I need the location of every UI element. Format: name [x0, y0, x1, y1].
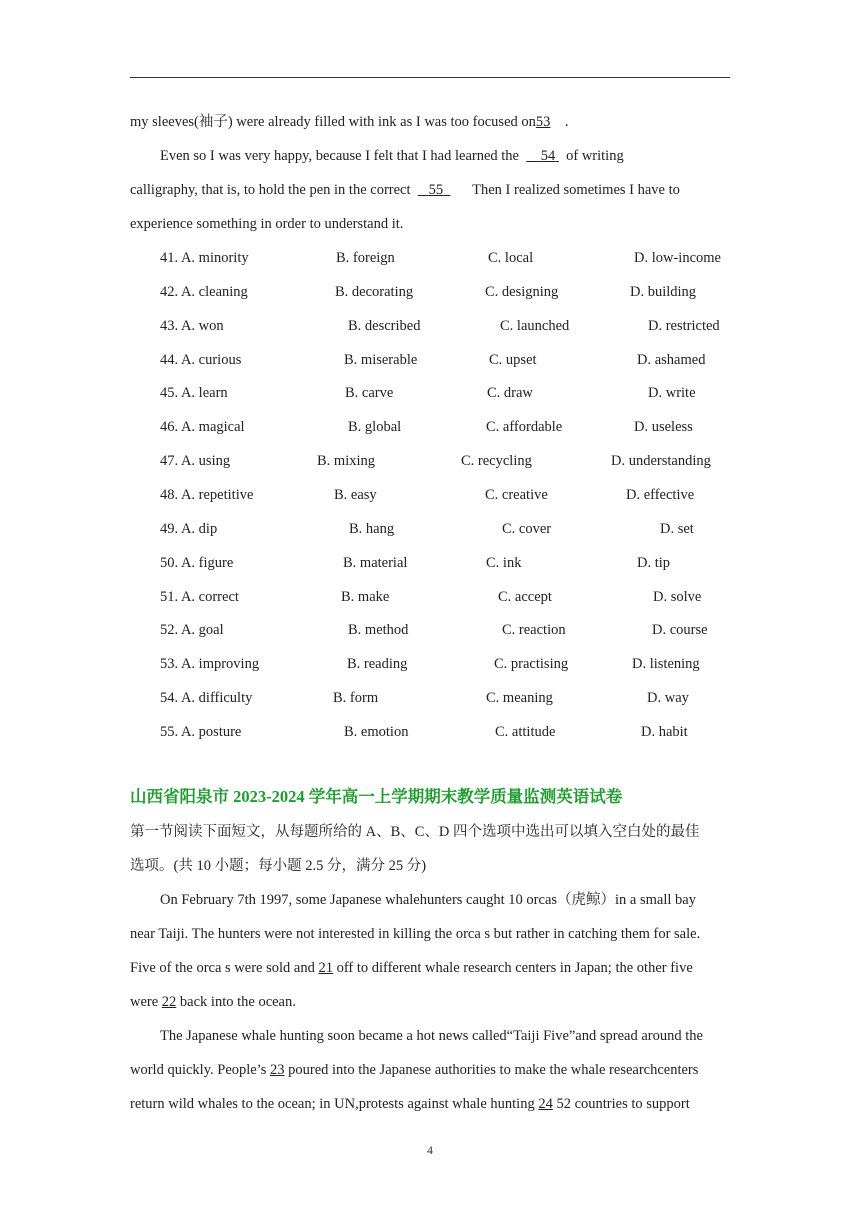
question-54-option-a: 54. A. difficulty [160, 690, 253, 707]
question-45-option-c: C. draw [487, 385, 533, 402]
blank-22: 22 [161, 994, 177, 1010]
page-number: 4 [427, 1143, 433, 1157]
question-49-option-b: B. hang [349, 520, 395, 537]
header-rule [130, 77, 730, 78]
question-46-option-b: B. global [348, 419, 402, 436]
question-52-option-c: C. reaction [502, 622, 566, 639]
question-51-option-c: C. accept [498, 588, 552, 605]
question-43-option-b: B. described [348, 317, 421, 334]
text-line: calligraphy, that is, to hold the pen in the correct 55 Then I realized sometimes I have to [130, 182, 680, 198]
question-47-option-b: B. mixing [317, 453, 376, 470]
blank-23: 23 [270, 1062, 285, 1078]
blank-53: 53 [535, 114, 551, 130]
question-53-option-d: D. listening [632, 656, 700, 673]
question-44-option-c: C. upset [489, 351, 537, 368]
question-46-option-a: 46. A. magical [160, 419, 245, 436]
text-line: Even so I was very happy, because I felt that I had learned the 54 of writing [160, 148, 624, 164]
question-44-option-a: 44. A. curious [160, 351, 242, 368]
question-42-option-a: 42. A. cleaning [160, 283, 248, 300]
question-52-option-b: B. method [348, 622, 409, 639]
question-50-option-b: B. material [343, 554, 408, 571]
question-48-option-b: B. easy [334, 486, 377, 503]
text-line: experience something in order to understand it. [130, 216, 404, 232]
question-49-option-d: D. set [660, 520, 694, 537]
text-line: near Taiji. The hunters were not interested in killing the orca s but rather in catching them for sale. [130, 926, 701, 942]
question-48-option-a: 48. A. repetitive [160, 486, 254, 503]
question-54-option-b: B. form [333, 690, 379, 707]
question-54-option-c: C. meaning [486, 690, 553, 707]
question-49-option-a: 49. A. dip [160, 520, 218, 537]
question-55-option-c: C. attitude [495, 723, 556, 740]
blank-55: 55 [428, 182, 444, 198]
question-50-option-a: 50. A. figure [160, 554, 234, 571]
text-line: On February 7th 1997, some Japanese whalehunters caught 10 orcas（虎鲸）in a small bay [160, 892, 696, 908]
text-line: world quickly. People’s 23 poured into the Japanese authorities to make the whale researchcenters [130, 1062, 699, 1078]
question-45-option-b: B. carve [345, 385, 394, 402]
question-53-option-b: B. reading [347, 656, 408, 673]
blank-24: 24 [538, 1096, 553, 1112]
question-41-option-c: C. local [488, 250, 534, 266]
question-41-option-b: B. foreign [336, 250, 395, 266]
question-47-option-c: C. recycling [461, 453, 532, 470]
question-46-option-d: D. useless [634, 419, 693, 436]
question-51-option-a: 51. A. correct [160, 588, 239, 605]
question-41-option-a: 41. A. minority [160, 250, 249, 266]
question-49-option-c: C. cover [502, 520, 552, 537]
text-line: return wild whales to the ocean; in UN,protests against whale hunting 24 52 countries to support [130, 1096, 690, 1112]
question-44-option-b: B. miserable [344, 351, 418, 368]
question-55-option-a: 55. A. posture [160, 723, 242, 740]
instruction-line: 第一节阅读下面短文，从每题所给的 A、B、C、D 四个选项中选出可以填入空白处的最佳 [130, 824, 700, 840]
question-48-option-d: D. effective [626, 486, 695, 503]
question-43-option-a: 43. A. won [160, 317, 224, 334]
question-53-option-a: 53. A. improving [160, 656, 260, 673]
question-48-option-c: C. creative [485, 486, 548, 503]
question-46-option-c: C. affordable [486, 419, 563, 436]
question-45-option-a: 45. A. learn [160, 385, 228, 402]
text-line: The Japanese whale hunting soon became a hot news called“Taiji Five”and spread around the [160, 1028, 703, 1044]
instruction-line: 选项。(共 10 小题；每小题 2.5 分，满分 25 分) [130, 858, 427, 874]
question-51-option-b: B. make [341, 588, 390, 605]
question-51-option-d: D. solve [653, 588, 702, 605]
text-line: Five of the orca s were sold and 21 off to different whale research centers in Japan; the other five [130, 960, 693, 976]
question-50-option-d: D. tip [637, 554, 671, 571]
question-44-option-d: D. ashamed [637, 351, 706, 368]
question-47-option-d: D. understanding [611, 453, 711, 470]
question-55-option-d: D. habit [641, 723, 688, 740]
question-50-option-c: C. ink [486, 554, 522, 571]
blank-21: 21 [318, 960, 333, 976]
section-title: 山西省阳泉市 2023-2024 学年高一上学期期末教学质量监测英语试卷 [130, 787, 623, 806]
question-42-option-c: C. designing [485, 283, 559, 300]
question-43-option-c: C. launched [500, 317, 570, 334]
question-42-option-d: D. building [630, 283, 697, 300]
question-41-option-d: D. low-income [634, 250, 721, 266]
question-45-option-d: D. write [648, 385, 696, 402]
question-42-option-b: B. decorating [335, 283, 414, 300]
question-43-option-d: D. restricted [648, 317, 720, 334]
question-47-option-a: 47. A. using [160, 453, 231, 470]
question-53-option-c: C. practising [494, 656, 569, 673]
question-55-option-b: B. emotion [344, 723, 409, 740]
blank-54: 54 [540, 148, 556, 164]
text-line: my sleeves(袖子) were already filled with ink as I was too focused on53 . [130, 114, 569, 130]
question-52-option-a: 52. A. goal [160, 622, 224, 639]
question-54-option-d: D. way [647, 690, 689, 707]
text-line: were 22 back into the ocean. [130, 994, 296, 1010]
question-52-option-d: D. course [652, 622, 708, 639]
